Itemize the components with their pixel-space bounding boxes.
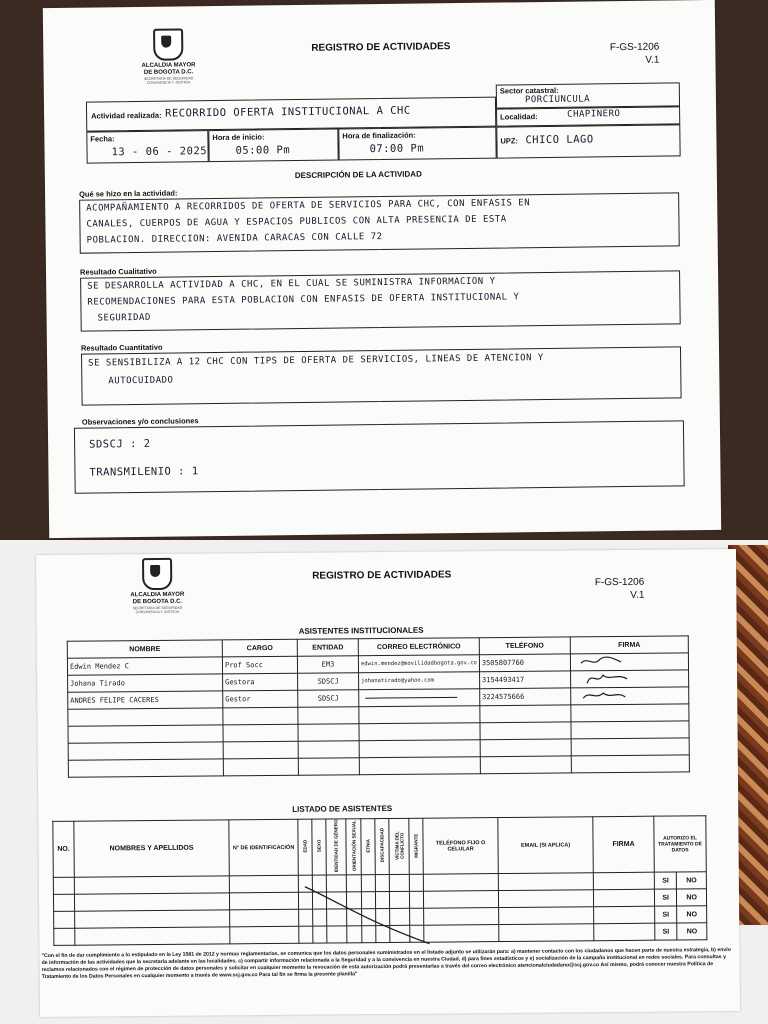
form-version: V.1 <box>645 54 660 66</box>
column-header: TELÉFONO <box>479 637 570 655</box>
telefono-cell[interactable]: 3224575666 <box>480 688 571 706</box>
no-checkbox[interactable]: NO <box>677 906 707 923</box>
column-header-label: VÍCTIMA DEL CONFLICTO <box>393 831 405 860</box>
activity-form-page-2 <box>36 549 740 1017</box>
entidad-cell[interactable]: SDSCJ <box>298 673 359 691</box>
column-header <box>326 819 346 875</box>
nombre-cell[interactable] <box>68 759 223 777</box>
column-header <box>346 819 361 875</box>
bogota-logo <box>137 28 200 85</box>
column-header-label: SEXO <box>316 839 322 853</box>
correo-cell[interactable] <box>359 723 480 741</box>
observaciones-label: Observaciones y/o conclusiones <box>81 416 199 427</box>
form-code-number: F-GS-1206 <box>594 576 645 589</box>
column-header <box>298 819 312 875</box>
cualitativo-textarea[interactable] <box>80 270 681 331</box>
column-header: ENTIDAD <box>297 639 358 657</box>
hora-inicio-value: 05:00 Pm <box>235 144 291 157</box>
upz-field[interactable] <box>496 124 680 158</box>
asistentes-institucionales-title: ASISTENTES INSTITUCIONALES <box>298 625 424 636</box>
form-version: V.1 <box>630 589 645 601</box>
fecha-field[interactable] <box>86 130 208 163</box>
firma-cell[interactable] <box>571 687 689 705</box>
logo-name: ALCALDIA MAYOR DE BOGOTA D.C. <box>130 591 185 606</box>
signature-mark <box>573 688 633 703</box>
column-header <box>312 819 326 875</box>
firma-cell[interactable] <box>570 653 688 671</box>
column-header: EMAIL (SI APLICA) <box>498 817 593 874</box>
column-header: FIRMA <box>570 636 688 654</box>
signature-mark <box>573 654 633 669</box>
cuantitativo-line: SE SENSIBILIZA A 12 CHC CON TIPS DE OFERTA DE SERVICIOS, LINEAS DE ATENCION Y <box>88 353 544 369</box>
nombre-cell[interactable] <box>68 725 223 743</box>
hora-fin-value: 07:00 Pm <box>369 142 425 156</box>
sector-label: Sector catastral: <box>499 85 559 96</box>
si-checkbox[interactable]: SI <box>654 889 676 906</box>
logo-subtitle: SECRETARIA DE SEGURIDAD CONVIVENCIA Y JUSTICIA <box>143 76 194 85</box>
correo-cell[interactable] <box>359 757 480 775</box>
column-header-label: MIGRANTE <box>413 833 419 858</box>
telefono-cell[interactable] <box>480 722 571 740</box>
no-checkbox[interactable]: NO <box>677 923 707 940</box>
si-checkbox[interactable]: SI <box>654 872 676 889</box>
coat-of-arms-icon <box>153 28 183 60</box>
listado-asistentes-title: LISTADO DE ASISTENTES <box>292 803 393 814</box>
cargo-cell[interactable] <box>223 724 298 742</box>
que-line: CANALES, CUERPOS DE AGUA Y ESPACIOS PUBLICOS CON ALTA PRESENCIA DE ESTA <box>86 214 507 230</box>
data-protection-footnote: "Con el fin de dar cumplimiento a lo estipulado en la Ley 1581 de 2012 y normas reglamentarias, se comunica que los datos personales suministrados en el listado adjunto se utilizarán para: a) mantener contacto con los ciudadanos que hacen parte de nuestra estrategia, b) envío de información de las actividades que la secretaría adelante en las localidades, c) compartir información relacionada a la Seguridad y a la convivencia en nuestra Ciudad, d) para fines estadísticos y e) socialización de la campaña institucional en redes sociales. Para consultas y reclamos relacionados con el régimen de protección de datos personales y solicitar en cualquier momento la revocación de esta autorización podrá presentarlas a través del correo electrónico atencionalciudadano@scj.gov.co Así mismo, podrá conocer nuestra Política de Tratamiento de los Datos Personales en cualquier momento a través de www.scj.gov.co Para tal fin se firma la presente planilla" <box>41 947 731 981</box>
entidad-cell[interactable] <box>298 707 359 725</box>
que-line: ACOMPAÑAMIENTO A RECORRIDOS DE OFERTA DE SERVICIOS PARA CHC, CON ENFASIS EN <box>86 198 531 214</box>
observacion-line: SDSCJ : 2 <box>89 437 151 451</box>
cargo-cell[interactable] <box>223 758 298 776</box>
column-header: TELÉFONO FIJO O CELULAR <box>423 818 498 875</box>
nombre-cell[interactable]: Edwin Mendez C <box>67 657 222 675</box>
localidad-field[interactable] <box>496 106 680 126</box>
nombre-cell[interactable]: ANDRES FELIPE CACERES <box>68 691 223 709</box>
column-header <box>375 818 389 874</box>
correo-cell[interactable] <box>359 706 480 724</box>
asistentes-institucionales-table <box>67 635 690 777</box>
cargo-cell[interactable] <box>223 741 298 759</box>
entidad-cell[interactable] <box>298 758 359 776</box>
column-header: CORREO ELECTRÓNICO <box>358 638 479 656</box>
telefono-cell[interactable] <box>480 756 571 774</box>
column-header: CARGO <box>222 639 297 657</box>
correo-cell[interactable]: edwin.mendez@movilidadbogota.gov.co <box>358 655 479 673</box>
telefono-cell[interactable]: 3154493417 <box>479 671 570 689</box>
sector-value: PORCIUNCULA <box>524 94 591 106</box>
column-header <box>389 818 409 874</box>
entidad-cell[interactable] <box>298 724 359 742</box>
blank-dash-mark <box>361 691 461 702</box>
firma-cell[interactable] <box>570 670 688 688</box>
localidad-value: CHAPINERO <box>567 109 621 120</box>
signature-mark <box>573 671 633 686</box>
entidad-cell[interactable] <box>298 741 359 759</box>
descripcion-title: DESCRIPCIÓN DE LA ACTIVIDAD <box>294 169 422 181</box>
cuantitativo-line: AUTOCUIDADO <box>108 375 174 387</box>
correo-cell[interactable] <box>359 740 480 758</box>
fecha-value: 13 - 06 - 2025 <box>111 145 208 159</box>
column-header: NO. <box>53 821 74 877</box>
si-checkbox[interactable]: SI <box>655 923 677 940</box>
column-header-label: IDENTIDAD DE GÉNERO <box>333 819 339 873</box>
column-header <box>409 818 423 874</box>
column-header: FIRMA <box>593 816 654 873</box>
cualitativo-label: Resultado Cualitativo <box>79 266 157 277</box>
hora-inicio-label: Hora de inicio: <box>212 132 265 143</box>
telefono-cell[interactable] <box>480 705 571 723</box>
nombre-cell[interactable]: Johana Tirado <box>68 674 223 692</box>
cargo-cell[interactable] <box>223 707 298 725</box>
observaciones-textarea[interactable] <box>74 420 685 493</box>
cargo-cell[interactable]: Gestora <box>223 673 298 691</box>
column-header <box>361 819 375 875</box>
activity-form-page-1 <box>43 0 721 538</box>
form-code <box>584 576 644 603</box>
telefono-cell[interactable]: 3505807760 <box>479 654 570 672</box>
correo-cell[interactable] <box>359 689 480 707</box>
firma-cell[interactable] <box>571 738 689 756</box>
telefono-cell[interactable] <box>480 739 571 757</box>
column-header: AUTORIZO EL TRATAMIENTO DE DATOS <box>654 816 706 872</box>
actividad-value: RECORRIDO OFERTA INSTITUCIONAL A CHC <box>165 104 411 120</box>
hora-fin-label: Hora de finalización: <box>342 130 416 141</box>
column-header: NOMBRES Y APELLIDOS <box>74 820 229 877</box>
coat-of-arms-icon <box>142 558 172 590</box>
correo-cell[interactable]: johanatirado@yahoo.com <box>359 672 480 690</box>
form-title: REGISTRO DE ACTIVIDADES <box>312 569 452 582</box>
no-checkbox[interactable]: NO <box>677 872 707 889</box>
cuantitativo-label: Resultado Cuantitativo <box>80 342 163 353</box>
column-header-label: ORIENTACIÓN SEXUAL <box>350 820 357 872</box>
column-header-label: DISCAPACIDAD <box>379 828 385 863</box>
firma-cell[interactable] <box>571 721 689 739</box>
actividad-label: Actividad realizada: <box>91 110 162 121</box>
entidad-cell[interactable]: SDSCJ <box>298 690 359 708</box>
que-line: POBLACION. DIRECCION: AVENIDA CARACAS CON CALLE 72 <box>86 231 383 246</box>
que-se-hizo-textarea[interactable] <box>79 192 680 253</box>
firma-cell[interactable] <box>571 755 689 773</box>
cualitativo-line: RECOMENDACIONES PARA ESTA POBLACION CON ENFASIS DE OFERTA INSTITUCIONAL Y <box>87 292 520 308</box>
form-code-number: F-GS-1206 <box>609 41 660 54</box>
cross-out-line <box>299 882 440 953</box>
cargo-cell[interactable]: Gestor <box>223 690 298 708</box>
cualitativo-line: SE DESARROLLA ACTIVIDAD A CHC, EN EL CUAL SE SUMINISTRA INFORMACION Y <box>87 276 496 292</box>
cualitativo-line: SEGURIDAD <box>97 312 151 324</box>
form-code <box>603 41 659 68</box>
observacion-line: TRANSMILENIO : 1 <box>89 465 199 479</box>
sector-field[interactable] <box>496 82 680 108</box>
cargo-cell[interactable]: Prof Socc <box>222 656 297 674</box>
que-label: Qué se hizo en la actividad: <box>79 188 178 199</box>
bogota-logo <box>126 558 188 615</box>
hora-fin-field[interactable] <box>338 127 496 161</box>
upz-label: UPZ: <box>500 136 518 146</box>
logo-subtitle: SECRETARIA DE SEGURIDAD CONVIVENCIA Y JUSTICIA <box>132 605 183 615</box>
upz-value: CHICO LAGO <box>525 133 594 147</box>
hora-inicio-field[interactable] <box>208 129 338 163</box>
cuantitativo-textarea[interactable] <box>81 346 682 405</box>
column-header: N° DE IDENTIFICACIÓN <box>229 819 298 876</box>
table-header-row <box>53 816 706 878</box>
fecha-label: Fecha: <box>90 134 115 144</box>
firma-cell[interactable] <box>571 704 689 722</box>
nombre-cell[interactable] <box>68 708 223 726</box>
localidad-label: Localidad: <box>500 112 538 122</box>
entidad-cell[interactable]: EM3 <box>297 656 358 674</box>
column-header-label: EDAD <box>302 839 308 853</box>
form-title: REGISTRO DE ACTIVIDADES <box>311 41 451 54</box>
si-checkbox[interactable]: SI <box>655 906 677 923</box>
nombre-cell[interactable] <box>68 742 223 760</box>
logo-name: ALCALDIA MAYOR DE BOGOTA D.C. <box>141 62 196 76</box>
column-header: NOMBRE <box>67 640 222 658</box>
no-checkbox[interactable]: NO <box>677 889 707 906</box>
column-header-label: ETNIA <box>365 838 371 853</box>
